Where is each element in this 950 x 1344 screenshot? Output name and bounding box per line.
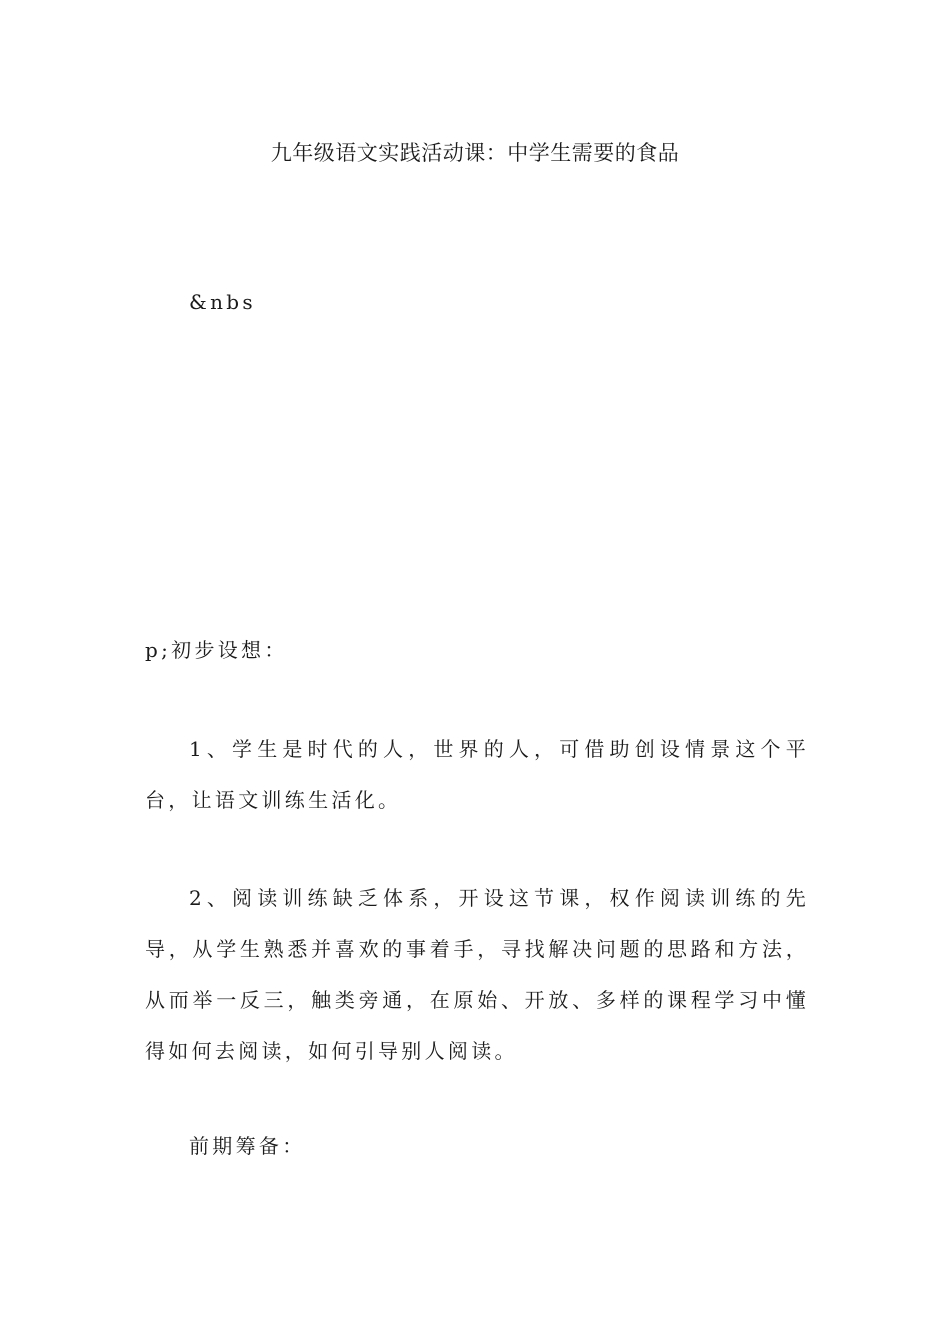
section-heading-initial-ideas: p;初步设想： [145, 638, 288, 662]
section-heading-preparation: 前期筹备： [189, 1134, 306, 1158]
document-title: 九年级语文实践活动课：中学生需要的食品 [270, 141, 680, 165]
paragraph-item-2: 2、阅读训练缺乏体系，开设这节课，权作阅读训练的先导，从学生熟悉并喜欢的事着手，寻找解决问题的思路和方法，从而举一反三，触类旁通，在原始、开放、多样的课程学习中懂得如何去阅读，如何引导别人阅读。 [145, 886, 809, 1063]
fragment-start: &nbs [189, 290, 256, 314]
paragraph-item-1: 1、学生是时代的人，世界的人，可借助创设情景这个平台，让语文训练生活化。 [145, 737, 809, 812]
